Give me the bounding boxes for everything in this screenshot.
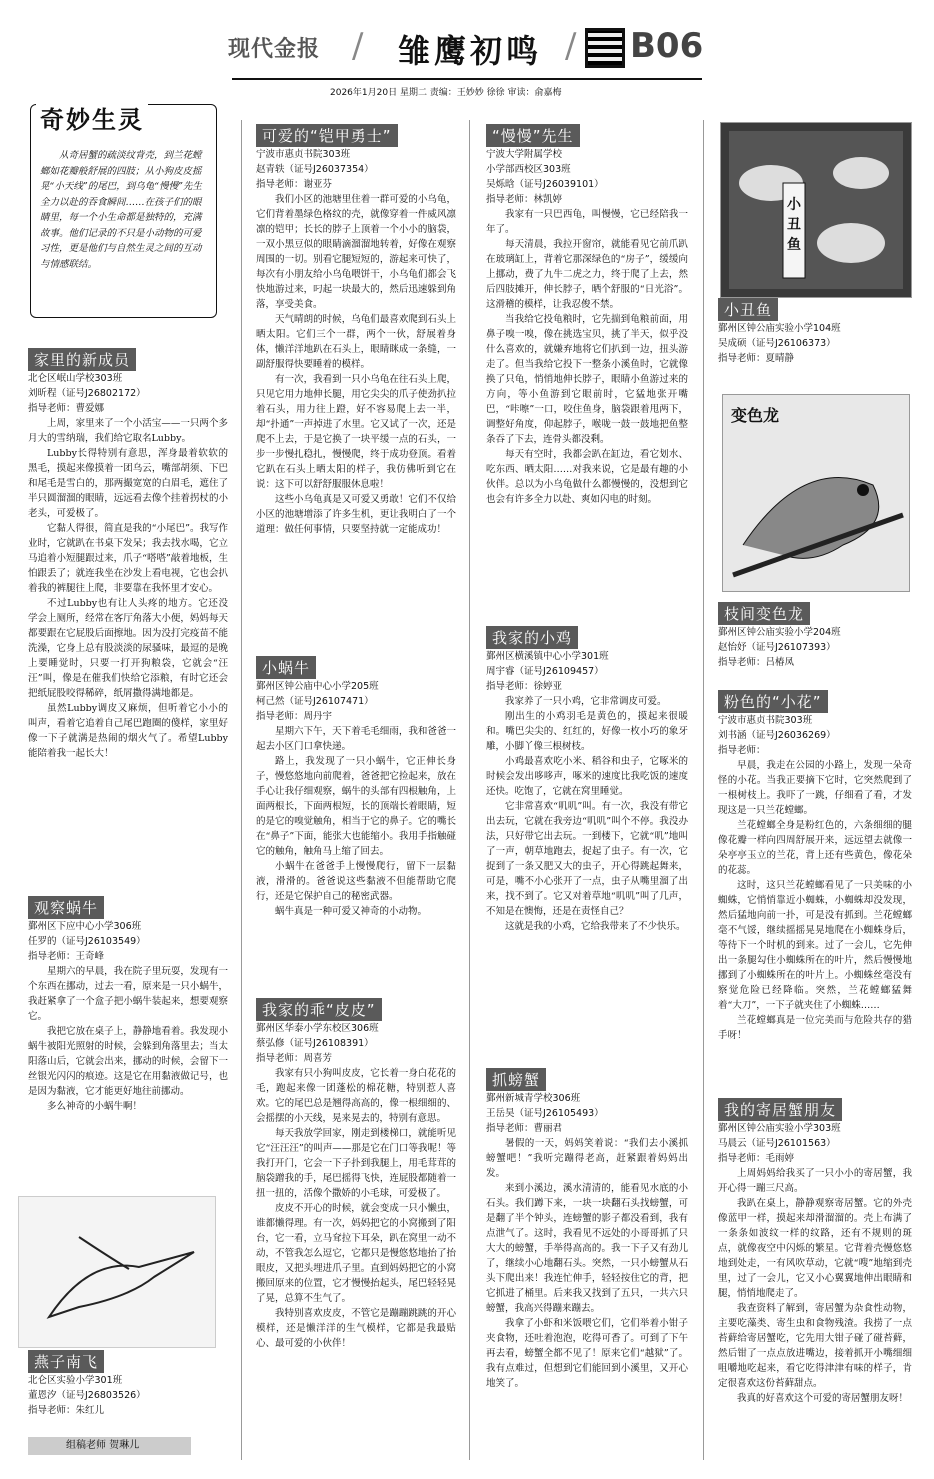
article-paragraph: 每天有空时，我都会趴在缸边，看它划水、吃东西、晒太阳……对我来说，它是最有趣的小伙伴。总以为小乌龟做什么都慢慢的，没想到它也会有许多全力以赴、爽如闪电的时刻。 bbox=[486, 449, 688, 505]
article-teacher: 指导老师：周喜芳 bbox=[256, 1053, 333, 1064]
article-teacher: 指导老师：曹丽君 bbox=[486, 1123, 563, 1134]
clownfish-drawing-icon bbox=[721, 123, 911, 297]
article-paragraph: 星期六下午，天下着毛毛细雨，我和爸爸一起去小区门口拿快递。 bbox=[256, 726, 456, 752]
artwork-school: 鄞州区钟公庙实验小学204班 bbox=[718, 627, 841, 638]
column-divider bbox=[241, 120, 242, 1460]
article-crab bbox=[486, 1068, 688, 1460]
article-paragraph: 我家养了一只小鸡，它非常调皮可爱。 bbox=[505, 696, 667, 707]
article-author: 赵青轶（证号J26037354） bbox=[256, 164, 374, 175]
article-teacher: 指导老师：曹爱娜 bbox=[28, 403, 105, 414]
article-paragraph: 蜗牛真是一种可爱又神奇的小动物。 bbox=[275, 906, 428, 917]
article-paragraph: 我拿了小虾和米饭喂它们，它们举着小钳子夹食物，还吐着泡泡，吃得可香了。可到了下午再去看，螃蟹全都不见了！原来它们“越狱”了。我有点难过，但想到它们能回到小溪里，又开心地笑了。 bbox=[486, 1318, 688, 1389]
article-paragraph: 兰花螳螂全身是粉红色的，六条细细的腿像花瓣一样向四周舒展开来，远远望去就像一朵亭亭玉立的兰花，背上还有些黄色，像花朵的花蕊。 bbox=[718, 820, 912, 876]
artwork-teacher: 指导老师：朱红儿 bbox=[28, 1405, 105, 1416]
article-teacher: 指导老师：徐婷亚 bbox=[486, 681, 563, 692]
section-title: 雏鹰初鸣 bbox=[398, 32, 543, 70]
article-paragraph: 皮皮不开心的时候，就会变成一只小懒虫，谁都懒得理。有一次，妈妈把它的小窝搬到了阳台，它一看，立马耷拉下耳朵，趴在窝里一动不动，不管我怎么逗它，它都只是慢悠悠地抬了抬眼皮，又把头埋进爪子里。直到妈妈把它的小窝搬回原来的位置，它才慢慢抬起头，尾巴轻轻晃了晃，总算不生气了。 bbox=[256, 1203, 456, 1304]
article-paragraph: 来到小溪边，溪水清清的，能看见水底的小石头。我们蹲下来，一块一块翻石头找螃蟹，可是翻了半个钟头，连螃蟹的影子都没看到，我有点泄气了。这时，我看见不远处的小哥哥抓了只大大的螃蟹，手举得高高的。我一下子又有劲儿了，继续小心地翻石头。突然，一只小螃蟹从石头下爬出来！我连忙伸手，轻轻按住它的背，把它抓进了桶里。后来我又找到了五只，一共六只螃蟹，我高兴得蹦来蹦去。 bbox=[486, 1183, 688, 1314]
article-author: 刘昕程（证号J26802172） bbox=[28, 388, 146, 399]
artwork-caption-chameleon bbox=[718, 602, 912, 672]
article-teacher: 指导老师：周丹宇 bbox=[256, 711, 333, 722]
article-teacher: 指导老师：林凯婷 bbox=[486, 194, 563, 205]
article-paragraph: 暑假的一天，妈妈笑着说：“我们去小溪抓螃蟹吧！”我听完蹦得老高，赶紧跟着妈妈出发。 bbox=[486, 1138, 688, 1179]
article-author: 任罗的（证号J26103549） bbox=[28, 936, 146, 947]
article-title: 家里的新成员 bbox=[28, 348, 136, 371]
article-school: 北仑区岷山学校303班 bbox=[28, 373, 123, 384]
article-paragraph: 上周妈妈给我买了一只小小的寄居蟹，我开心得一蹦三尺高。 bbox=[718, 1168, 912, 1194]
column-divider bbox=[703, 120, 704, 1460]
article-lubby bbox=[28, 348, 228, 888]
article-paragraph: 当我给它投龟粮时，它先揣到龟粮前面，用鼻子嗅一嗅，像在挑选宝贝，挑了半天，似乎没什么喜欢的，就嫌弃地将它们扒到一边，扭头游走了。但当我给它投下一整条小溪鱼时，它就像换了只龟，悄悄地伸长脖子，眼睛小鱼游过来的方向，等小鱼游到它眼前时，它猛地张开嘴巴，“咔嚓”一口，咬住鱼身，脑袋跟着甩两下，调整好角度，仰起脖子，喉咙一鼓一鼓地把鱼整条吞了下去，连骨头都没剩。 bbox=[486, 314, 688, 445]
article-author: 蔡弘修（证号J26108391） bbox=[256, 1038, 374, 1049]
artwork-caption-swallow bbox=[28, 1350, 228, 1420]
article-paragraph: 我趴在桌上，静静观察寄居蟹。它的外壳像蓝甲一样，摸起来却滑溜溜的。壳上布满了一条条如波纹一样的纹路，还有不规则的斑点，就像夜空中闪烁的繁星。它背着壳慢悠悠地到处走，一有风吹草动，它就“嗖”地缩到壳里，过了一会儿，它又小心翼翼地伸出眼睛和腿，悄悄地爬走了。 bbox=[718, 1198, 912, 1299]
article-paragraph: 我特别喜欢皮皮，不管它是蹦蹦跳跳的开心模样，还是懒洋洋的生气模样，它都是我最贴心、最可爱的小伙伴！ bbox=[256, 1308, 456, 1349]
article-paragraph: Lubby长得特别有意思，浑身最着软软的黑毛，摸起来像摸着一团乌云，嘴部胡须、下巴和尾毛是雪白的，那两撮宽宽的白眉毛，遮住了半只圆溜溜的眼睛，远远看去像个挂着拐杖的小老头，可爱极了。 bbox=[28, 448, 228, 519]
article-paragraph: 我们小区的池塘里住着一群可爱的小乌龟，它们背着墨绿色格纹的壳，就像穿着一件威风凛凛的铠甲；长长的脖子上顶着一个小小的脑袋，一双小黑豆似的眼睛滴溜溜地转着，好像在观察周围的一切。别看它腿短短的，游起来可快了，每次有小朋友给小乌龟喂饼干，小乌龟们都会飞快地游过来，叼起一块最大的，然后迅速躲到角落，享受美食。 bbox=[256, 194, 456, 310]
article-paragraph: 早晨，我走在公园的小路上，发现一朵奇怪的小花。当我正要摘下它时，它突然爬到了一根树枝上。我吓了一跳，仔细看了看，才发现这是一只兰花螳螂。 bbox=[718, 760, 912, 816]
intro-text: 从奇居蟹的疏淡纹背壳，到兰花螳螂如花瓣般舒展的四肢；从小狗皮皮摇晃“小天线”的尾巴，到乌龟“慢慢”先生全力以赴的吞食瞬间……在孩子们的眼睛里，每一个小生命都是独特的，充满故事。他们记录的不只是小动物的可爱习性，更是他们与自然生灵之间的互动与情感联结。 bbox=[40, 150, 202, 270]
article-paragraph: 虽然Lubby调皮又麻烦，但听着它小小的叫声，看着它追着自己尾巴跑圈的傻样，家里好像一下子就满是热闹的烟火气了。希望Lubby能陪着我一起长大！ bbox=[28, 703, 228, 759]
article-author: 周宇睿（证号J26109457） bbox=[486, 666, 604, 677]
artwork-title: 枝间变色龙 bbox=[718, 602, 810, 625]
article-author: 王岳昊（证号J26105493） bbox=[486, 1108, 604, 1119]
article-paragraph: 它黏人得很，简直是我的“小尾巴”。我写作业时，它就趴在书桌下发呆；我去找水喝，它立马追着小短腿跟过来，爪子“嗒嗒”敲着地板，生怕跟丢了；就连我坐在沙发上看电视，它也会扒着我的裤腿往上爬，非要靠在我怀里才安心。 bbox=[28, 523, 228, 594]
article-slow-mr bbox=[486, 124, 688, 619]
article-teacher: 指导老师：毛雨婷 bbox=[718, 1153, 795, 1164]
article-paragraph: 我家有只小狗叫皮皮，它长着一身白花花的毛，跑起来像一团蓬松的棉花糖，特别惹人喜欢。它的尾巴总是翘得高高的，像一根细细的、会摇摆的小天线，晃来晃去的，特别有意思。 bbox=[256, 1068, 456, 1124]
page-number: B06 bbox=[630, 26, 704, 66]
article-school: 鄞州区钟公庙实验小学303班 bbox=[718, 1123, 841, 1134]
article-school: 宁波市惠贞书院303班 bbox=[718, 715, 813, 726]
article-title: 粉色的“小花” bbox=[718, 690, 828, 713]
article-hermit bbox=[718, 1098, 912, 1460]
article-mantis bbox=[718, 690, 912, 1090]
editor-note: 组稿老师 贺琳儿 bbox=[28, 1437, 191, 1455]
artwork-title: 小丑鱼 bbox=[718, 298, 778, 321]
article-paragraph: 有一次，我看到一只小乌龟在往石头上爬，只见它用力地伸长腿，用它尖尖的爪子使劲扒拉着石头，用力往上蹬，好不容易爬上去一半，却“扑通”一声掉进了水里。它又试了一次，还是爬不上去，于是它换了一块平缓一点的石头，一步一步慢扎稳扎，慢慢爬，终于成功登顶。看着它趴在石头上晒太阳的样子，我仿佛听到它在说：这下可以舒舒服服休息啦！ bbox=[256, 374, 456, 490]
article-title: 观察蜗牛 bbox=[28, 896, 104, 919]
article-paragraph: 上周，家里来了一个小活宝——一只两个多月大的雪纳瑞，我们给它取名Lubby。 bbox=[28, 418, 228, 444]
article-paragraph: 路上，我发现了一只小蜗牛，它正伸长身子，慢悠悠地向前爬着，爸爸把它捡起来，放在手心让我仔细观察，蜗牛的头部有四根触角，上面两根长，下面两根短，长的顶端长着眼睛，短的是它的嗅觉触角，相当于它的鼻子。它的嘴长在“鼻子”下面，能张大也能缩小。我用手指触碰它的触角，触角马上缩了回去。 bbox=[256, 756, 456, 857]
divider: / bbox=[565, 26, 577, 66]
artwork-school: 北仑区实验小学301班 bbox=[28, 1375, 123, 1386]
article-paragraph: 我家有一只巴西龟，叫慢慢，它已经陪我一年了。 bbox=[486, 209, 688, 235]
article-paragraph: 天气晴朗的时候，乌龟们最喜欢爬到石头上晒太阳。它们三个一群，两个一伙，舒展着身体，懒洋洋地趴在石头上，眼睛眯成一条缝，一副舒服得快要睡着的模样。 bbox=[256, 314, 456, 370]
artwork-caption-clownfish bbox=[718, 298, 912, 368]
artwork-title: 燕子南飞 bbox=[28, 1350, 104, 1373]
qr-code-icon bbox=[585, 28, 625, 68]
article-paragraph: 每天清晨，我拉开窗帘，就能看见它前爪趴在玻璃缸上，背着它那深绿色的“房子”，缓缓向上挪动，费了九牛二虎之力，终于爬了上去，然后四肢摊开，伸长脖子，晒个舒服的“日光浴”。这滑稽的模样，让我忍俊不禁。 bbox=[486, 239, 688, 310]
dateline: 2026年1月20日 星期二 责编：王妙妙 徐徐 审读：俞嘉梅 bbox=[330, 88, 562, 98]
artwork-label: 小丑鱼 bbox=[787, 197, 801, 253]
artwork-author: 董恩汐（证号J26803526） bbox=[28, 1390, 146, 1401]
article-paragraph: 我把它放在桌子上，静静地看着。我发现小蜗牛被阳光照射的时候，会躲到角落里去；当太阳落山后，它就会出来，挪动的时候，会留下一丝银光闪闪的痕迹。这是它在用黏液做记号，也是因为黏液，它才能更好地往前挪动。 bbox=[28, 1026, 228, 1097]
article-author: 吴烁晗（证号J26039101） bbox=[486, 179, 604, 190]
artwork-teacher: 指导老师：夏晴静 bbox=[718, 353, 795, 364]
article-school: 鄞州新城青学校306班 bbox=[486, 1093, 581, 1104]
article-paragraph: 刚出生的小鸡羽毛是黄色的，摸起来很暖和。嘴巴尖尖的、红红的，好像一枚小巧的象牙雕，小脚丫像三根树枝。 bbox=[486, 711, 688, 752]
article-title: 可爱的“铠甲勇士” bbox=[256, 124, 398, 147]
divider: / bbox=[352, 26, 364, 66]
article-author: 柯己然（证号J26107471） bbox=[256, 696, 374, 707]
article-title: 小蜗牛 bbox=[256, 656, 316, 679]
article-paragraph: 每天我放学回家，刚走到楼梯口，就能听见它“汪汪汪”的叫声——那是它在门口等我呢！等我打开门，它会一下子扑到我腿上，用毛茸茸的脑袋蹭我的手，尾巴摇得飞快，连屁股都随着一扭一扭的，活像个撒娇的小毛球，可爱极了。 bbox=[256, 1128, 456, 1199]
article-paragraph: 它非常喜欢“叽叽”叫。有一次，我没有带它出去玩，它就在我旁边“叽叽”叫个不停。我没办法，只好带它出去玩。一到楼下，它就“叽”地叫了一声，朝草地跑去，捉起了虫子。有一次，它捉到了一条又肥又大的虫子，开心得跳起舞来，可是，嘴不小心张开了一点，虫子从嘴里溜了出来，找不到了。它又对着草地“叽叽”叫了几声，不知是在懊悔，还是在责怪自己？ bbox=[486, 801, 688, 917]
artwork-author: 赵怡妤（证号J26107393） bbox=[718, 642, 836, 653]
article-snail-observe bbox=[28, 896, 228, 1176]
article-school: 鄞州区横溪镇中心小学301班 bbox=[486, 651, 609, 662]
article-title: 我的寄居蟹朋友 bbox=[718, 1098, 842, 1121]
article-paragraph: 小鸡最喜欢吃小米、稻谷和虫子，它啄米的时候会发出哆哆声，啄米的速度比我吃饭的速度还快。吃饱了，它就在窝里睡觉。 bbox=[486, 756, 688, 797]
artwork-school: 鄞州区钟公庙实验小学104班 bbox=[718, 323, 841, 334]
article-teacher: 指导老师： bbox=[718, 745, 766, 756]
article-chick bbox=[486, 626, 688, 1066]
chameleon-artwork bbox=[722, 394, 910, 592]
article-paragraph: 小蜗牛在爸爸手上慢慢爬行，留下一层黏液，滑滑的。爸爸说这些黏液不但能帮助它爬行，还是它保护自己的秘密武器。 bbox=[256, 861, 456, 902]
article-paragraph: 我真的好喜欢这个可爱的寄居蟹朋友呀！ bbox=[737, 1393, 909, 1404]
article-author: 马晨云（证号J26101563） bbox=[718, 1138, 836, 1149]
article-school: 宁波市惠贞书院303班 bbox=[256, 149, 351, 160]
artwork-label: 变色龙 bbox=[731, 406, 780, 425]
swallow-drawing-icon bbox=[19, 1197, 215, 1347]
article-title: 我家的乖“皮皮” bbox=[256, 998, 382, 1021]
article-paragraph: 星期六的早晨，我在院子里玩耍，发现有一个东西在挪动，过去一看，原来是一只小蜗牛，我赶紧拿了一个盒子把小蜗牛装起来，想要观察它。 bbox=[28, 966, 228, 1022]
article-little-snail bbox=[256, 656, 456, 986]
swallow-artwork bbox=[18, 1196, 216, 1348]
article-paragraph: 这时，这只兰花螳螂看见了一只美味的小蜘蛛，它悄悄靠近小蜘蛛，小蜘蛛却没发现，然后猛地向前一扑，可是没有抓到。兰花螳螂毫不气馁，继续摇摇晃晃地爬在小蜘蛛身后，等待下一个时机的到来。过了一会儿，它先伸出一条腿勾住小蜘蛛所在的叶片，然后慢慢地挪到了小蜘蛛所在的叶片上。小蜘蛛丝毫没有察觉危险已经降临。突然，兰花螳螂猛舞着“大刀”，一下子就夹住了小蜘蛛…… bbox=[718, 880, 912, 1011]
article-paragraph: 兰花螳螂真是一位完美而与危险共存的猎手呀！ bbox=[718, 1015, 912, 1041]
article-title: 我家的小鸡 bbox=[486, 626, 578, 649]
article-paragraph: 这就是我的小鸡，它给我带来了不少快乐。 bbox=[505, 921, 686, 932]
article-title: “慢慢”先生 bbox=[486, 124, 580, 147]
article-teacher: 指导老师：谢亚芬 bbox=[256, 179, 333, 190]
artwork-author: 吴成硕（证号J26106373） bbox=[718, 338, 836, 349]
article-school: 鄞州区钟公庙中心小学205班 bbox=[256, 681, 379, 692]
article-school: 宁波大学附属学校 bbox=[486, 149, 563, 160]
artwork-teacher: 指导老师：吕椿凤 bbox=[718, 657, 795, 668]
article-paragraph: 多么神奇的小蜗牛啊！ bbox=[47, 1101, 143, 1112]
article-title: 抓螃蟹 bbox=[486, 1068, 546, 1091]
article-paragraph: 不过Lubby也有让人头疼的地方。它还没学会上厕所，经常在客厅角落大小便，妈妈每天都要跟在它屁股后面擦地。因为没打完疫苗不能洗澡，它身上总有股淡淡的尿骚味，最逗的是晚上要睡觉时，只要一打开狗粮袋，它就会“汪汪”叫，像是在催我们快给它添粮，有时它还会把纸屁股咬得稀碎，纸屑撒得满地都是。 bbox=[28, 598, 228, 699]
masthead-rule bbox=[232, 78, 702, 80]
article-school: 鄞州区下应中心小学306班 bbox=[28, 921, 142, 932]
article-author: 刘书涵（证号J26036269） bbox=[718, 730, 836, 741]
article-turtle-warrior bbox=[256, 124, 456, 649]
article-school: 鄞州区华泰小学东校区306班 bbox=[256, 1023, 379, 1034]
article-pipi bbox=[256, 998, 456, 1460]
column-divider bbox=[469, 120, 470, 1460]
article-teacher: 指导老师：王奇峰 bbox=[28, 951, 105, 962]
intro-title: 奇妙生灵 bbox=[36, 100, 148, 135]
clownfish-artwork bbox=[720, 122, 912, 298]
article-paragraph: 这些小乌龟真是又可爱又勇敢！它们不仅给小区的池塘增添了许多生机，更让我明白了一个道理：做任何事情，只要坚持就一定能成功！ bbox=[256, 494, 456, 535]
article-paragraph: 我查资料了解到，寄居蟹为杂食性动物，主要吃藻类、寄生虫和食物残渣。我捞了一点苔藓给寄居蟹吃，它先用大钳子碰了碰苔藓，然后钳了一点点放进嘴边，接着抓开小嘴细细咀嚼地吃起来，看它吃得津津有味的样子，肯定很喜欢这份苔藓甜点。 bbox=[718, 1303, 912, 1389]
masthead-brand: 现代金报 bbox=[228, 36, 321, 62]
article-school-line2: 小学部西校区303班 bbox=[486, 164, 571, 175]
